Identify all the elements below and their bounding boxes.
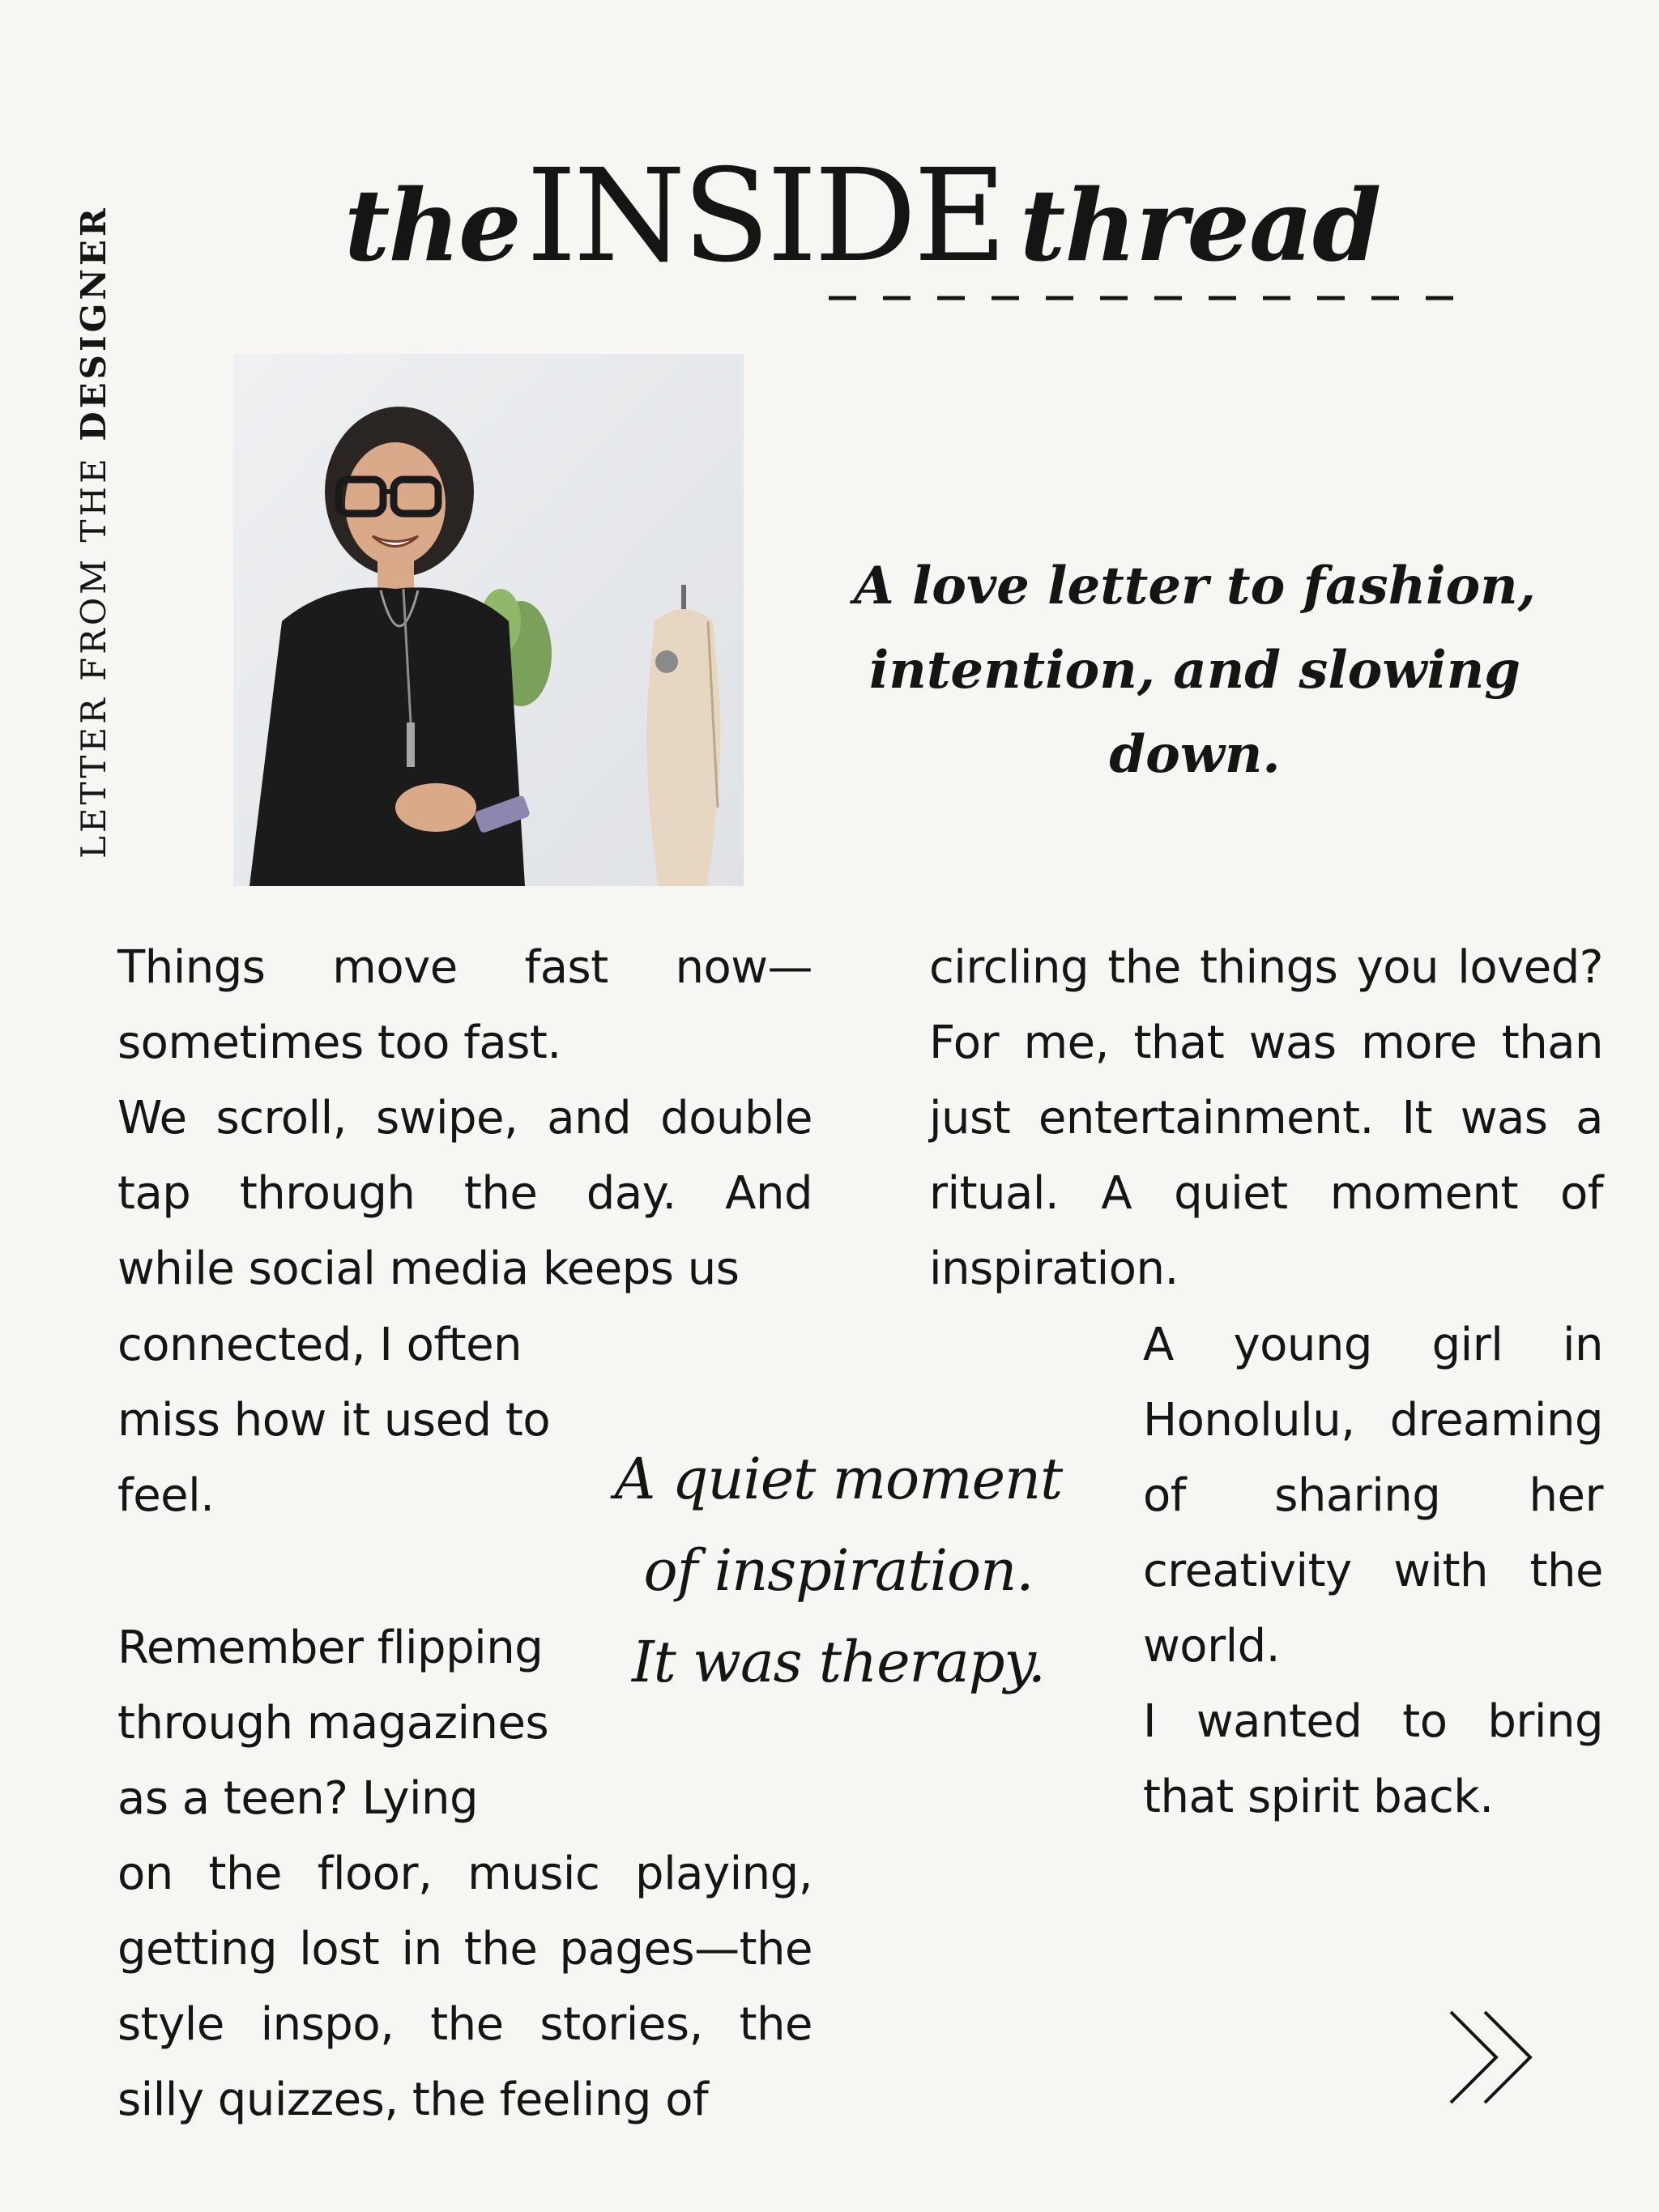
body-line: world. <box>1143 1620 1280 1673</box>
body-line: Honolulu, dreaming <box>1143 1394 1603 1447</box>
body-line: of sharing her <box>1143 1469 1603 1522</box>
side-label-regular: LETTER FROM THE <box>74 441 113 859</box>
tagline-line: A love letter to fashion, <box>854 556 1536 616</box>
tagline-line: intention, and slowing down. <box>868 640 1521 785</box>
body-line: as a teen? Lying <box>117 1772 479 1825</box>
body-line: tap through the day. And <box>117 1167 812 1220</box>
portrait-illustration <box>233 354 744 886</box>
body-line: miss how it used to <box>117 1394 551 1447</box>
double-chevron-right-icon[interactable] <box>1446 2009 1547 2106</box>
designer-portrait-photo <box>233 354 744 886</box>
side-label-bold: DESIGNER <box>74 205 113 441</box>
body-left-mid <box>117 1307 559 1533</box>
body-line: style inspo, the stories, the <box>117 1998 812 2051</box>
body-line: Things move fast now— <box>117 941 812 994</box>
tagline <box>778 544 1612 797</box>
body-line: inspiration. <box>929 1242 1179 1295</box>
body-line: sometimes too fast. <box>117 1016 561 1069</box>
title-thread: thread <box>1020 167 1381 283</box>
body-line: ritual. A quiet moment of <box>929 1167 1603 1220</box>
body-line: connected, I often <box>117 1319 522 1371</box>
page-title <box>344 142 1380 304</box>
body-left-top <box>117 930 812 1306</box>
body-line: Remember flipping <box>117 1622 544 1674</box>
side-label <box>70 113 118 859</box>
pull-quote-line: A quiet moment <box>614 1446 1063 1512</box>
pull-quote-line: of inspiration. <box>643 1537 1034 1604</box>
title-dashed-underline <box>829 294 1461 302</box>
body-line: while social media keeps us <box>117 1242 740 1295</box>
body-right-top <box>929 930 1603 1306</box>
body-line: For me, that was more than <box>929 1016 1603 1069</box>
title-inside: INSIDE <box>526 142 1004 291</box>
body-left-lower <box>117 1610 559 1836</box>
title-the: the <box>344 167 520 283</box>
body-line: on the floor, music playing, <box>117 1848 812 1900</box>
body-line: I wanted to bring <box>1143 1695 1603 1748</box>
body-line: silly quizzes, the feeling of <box>117 2073 709 2126</box>
body-line: feel. <box>117 1469 215 1522</box>
body-line: We scroll, swipe, and double <box>117 1092 812 1144</box>
pull-quote-line: It was therapy. <box>632 1629 1045 1695</box>
body-line: that spirit back. <box>1143 1771 1494 1823</box>
body-left-bottom <box>117 1836 812 2137</box>
body-line: A young girl in <box>1143 1319 1603 1371</box>
body-right-lower <box>1143 1307 1603 1835</box>
body-line: getting lost in the pages—the <box>117 1923 812 1975</box>
body-line: through magazines <box>117 1697 549 1750</box>
body-line: creativity with the <box>1143 1545 1603 1597</box>
body-line: circling the things you loved? <box>929 941 1603 994</box>
body-line: just entertainment. It was a <box>929 1092 1603 1144</box>
pull-quote <box>603 1434 1073 1708</box>
